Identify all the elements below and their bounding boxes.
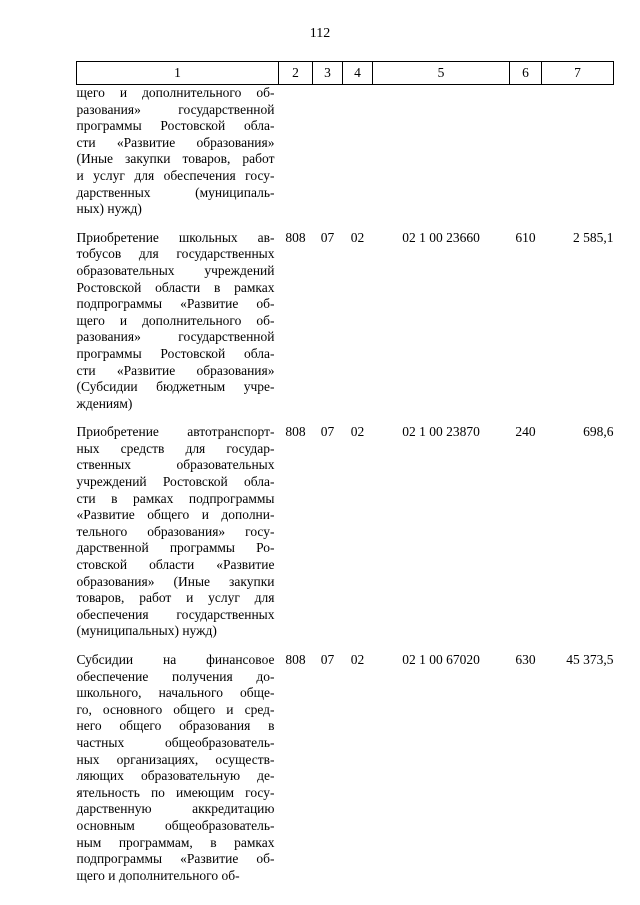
description-line: Приобретение школьных ав-	[76, 229, 275, 245]
row-spacer	[77, 640, 614, 652]
header-cell: 1	[77, 62, 279, 85]
description-line: основным общеобразователь-	[76, 817, 275, 833]
description-line: «Развитие общего и дополни-	[76, 507, 275, 523]
description-line: разования» государственной	[76, 101, 275, 117]
expense-type-code: 610	[515, 229, 536, 245]
section-code: 07	[320, 229, 335, 245]
description-line: и услуг для обеспечения госу-	[76, 167, 275, 183]
description-line: стовской области «Развитие	[76, 557, 275, 573]
subsection-code	[343, 85, 373, 218]
description-line: ных организациях, осуществ-	[76, 751, 275, 767]
expense-type-code: 630	[515, 652, 536, 667]
target-article-code: 02 1 00 23870	[402, 424, 480, 440]
table-row	[77, 230, 614, 413]
row-description	[77, 652, 279, 884]
description-line: (Иные закупки товаров, работ	[76, 151, 275, 167]
description-line: сти «Развитие образования»	[76, 362, 275, 378]
target-article-code: 02 1 00 23660	[402, 229, 480, 245]
description-line: ятельность по имеющим госу-	[76, 784, 275, 800]
description-line: Субсидии на финансовое	[76, 652, 275, 667]
header-cell: 5	[373, 62, 510, 85]
description-line: школьного, начального обще-	[76, 685, 275, 701]
description-line: ных средств для государ-	[76, 440, 275, 456]
target-article-code	[373, 85, 510, 218]
expense-type-code	[510, 85, 542, 218]
header-cell: 3	[313, 62, 343, 85]
ministry-code	[279, 85, 313, 218]
description-line: обеспечения государственных	[76, 606, 275, 622]
table-body	[77, 85, 614, 885]
description-line: Приобретение автотранспорт-	[76, 424, 275, 440]
description-line: сти «Развитие образования»	[76, 134, 275, 150]
subsection-code: 02	[350, 229, 365, 245]
ministry-code: 808	[285, 424, 306, 440]
description-line: дарственную аккредитацию	[76, 801, 275, 817]
section-code: 07	[320, 652, 335, 667]
row-spacer	[77, 412, 614, 424]
section-code: 07	[320, 424, 335, 440]
page-number: 112	[309, 26, 331, 41]
row-description	[77, 85, 279, 218]
description-line: него общего образования в	[76, 718, 275, 734]
ministry-code: 808	[285, 229, 306, 245]
description-line: дарственных (муниципаль-	[76, 184, 275, 200]
description-line: программы Ростовской обла-	[76, 118, 275, 134]
description-line: тобусов для государственных	[76, 246, 275, 262]
description-line: ных) нужд)	[76, 201, 142, 217]
description-line: (Субсидии бюджетным учре-	[76, 379, 275, 395]
header-row	[77, 62, 614, 85]
description-line: подпрограммы «Развитие об-	[76, 296, 275, 312]
description-line: учреждений Ростовской обла-	[76, 474, 275, 490]
subsection-code: 02	[350, 652, 365, 667]
header-cell: 2	[279, 62, 313, 85]
header-cell: 7	[542, 62, 614, 85]
description-line: ляющих образовательную де-	[76, 768, 275, 784]
description-line: щего и дополнительного об-	[76, 867, 240, 883]
amount: 45 373,5	[566, 652, 614, 667]
description-line: товаров, работ и услуг для	[76, 590, 275, 606]
description-line: (муниципальных) нужд)	[76, 623, 217, 639]
amount: 2 585,1	[573, 229, 614, 245]
description-line: образования» (Иные закупки	[76, 573, 275, 589]
ministry-code: 808	[285, 652, 306, 667]
table-row	[77, 652, 614, 884]
description-line: образовательных учреждений	[76, 262, 275, 278]
row-spacer-cell	[77, 218, 614, 230]
description-line: ственных образовательных	[76, 457, 275, 473]
subsection-code: 02	[350, 424, 365, 440]
description-line: ждениям)	[76, 395, 133, 411]
description-line: частных общеобразователь-	[76, 734, 275, 750]
description-line: щего и дополнительного об-	[76, 312, 275, 328]
target-article-code: 02 1 00 67020	[402, 652, 480, 667]
description-line: Ростовской области в рамках	[76, 279, 275, 295]
row-spacer-cell	[77, 412, 614, 424]
table-row	[77, 424, 614, 640]
row-spacer-cell	[77, 640, 614, 652]
row-description	[77, 230, 279, 413]
description-line: программы Ростовской обла-	[76, 345, 275, 361]
description-line: тельного образования» госу-	[76, 523, 275, 539]
description-line: разования» государственной	[76, 329, 275, 345]
description-line: ным программам, в рамках	[76, 834, 275, 850]
description-line: го, основного общего и сред-	[76, 701, 275, 717]
header-cell: 6	[510, 62, 542, 85]
description-line: щего и дополнительного об-	[76, 85, 275, 100]
description-line: подпрограммы «Развитие об-	[76, 851, 275, 867]
section-code	[313, 85, 343, 218]
table-row	[77, 85, 614, 218]
row-description	[77, 424, 279, 640]
budget-table	[76, 61, 614, 884]
budget-table-container	[76, 61, 613, 884]
header-cell: 4	[343, 62, 373, 85]
expense-type-code: 240	[515, 424, 536, 440]
description-line: дарственной программы Ро-	[76, 540, 275, 556]
row-spacer	[77, 218, 614, 230]
description-line: сти в рамках подпрограммы	[76, 490, 275, 506]
amount	[542, 85, 614, 218]
description-line: обеспечение получения до-	[76, 668, 275, 684]
amount: 698,6	[583, 424, 614, 440]
